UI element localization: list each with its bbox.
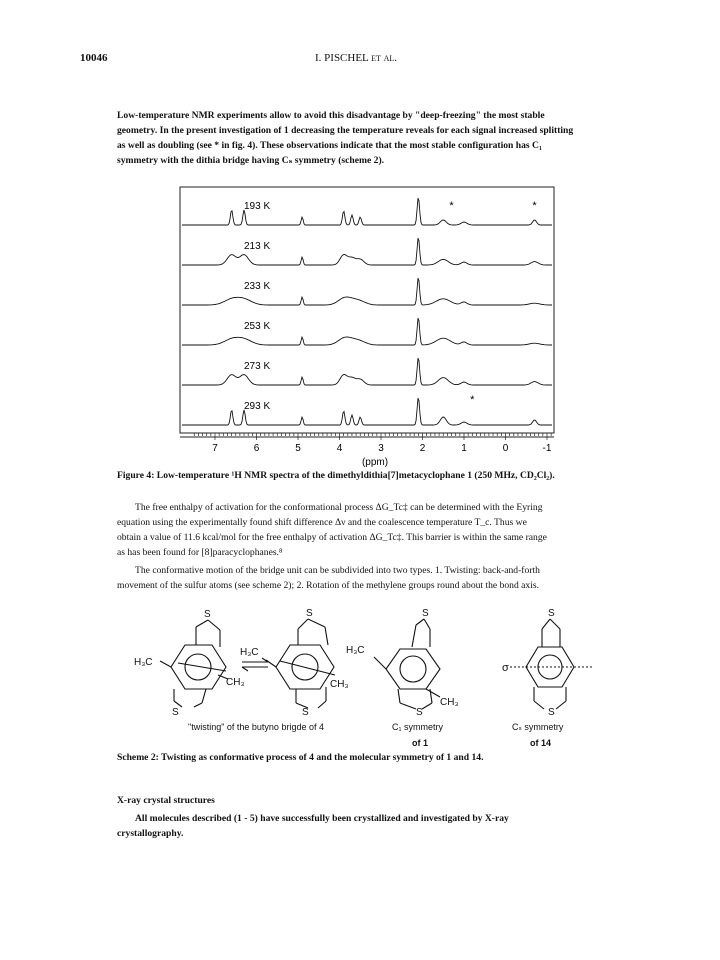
intro-line: Low-temperature NMR experiments allow to avoid this disadvantage by "deep-freezing" the most stable [117, 110, 545, 121]
x-tick-label: 5 [295, 443, 301, 454]
temperature-labels [244, 201, 270, 412]
sigma-plane-label: σ [502, 662, 509, 674]
xray-paragraph [117, 811, 607, 841]
sublabel-c1-line2: of 1 [412, 738, 429, 748]
signal-star: * [449, 200, 454, 212]
label-h3c: H₃C [134, 657, 153, 668]
temperature-label: 193 K [244, 201, 271, 212]
label-ch3: CH₃ [226, 677, 245, 688]
structure-butyno-4-a [160, 620, 228, 707]
spectrum-trace [182, 318, 552, 345]
signal-markers [449, 200, 537, 406]
section-heading: X-ray crystal structures [117, 795, 215, 806]
signal-star: * [470, 394, 475, 406]
body-line: obtain a value of 11.6 kcal/mol for the free enthalpy of activation ΔG_Tc‡. This barrier is within the same range [117, 532, 547, 543]
spectrum-trace [182, 198, 552, 225]
body-line: equation using the experimentally found shift difference Δν and the coalescence temperature T_c. Thus we [117, 517, 527, 528]
x-tick-label: 1 [461, 443, 467, 454]
label-ch3: CH₃ [440, 697, 459, 708]
temperature-label: 213 K [244, 241, 271, 252]
page-number: 10046 [80, 52, 108, 64]
x-tick-label: 6 [253, 443, 260, 454]
sublabel-c1-line1: C₁ symmetry [392, 722, 444, 732]
x-tick-label: 0 [502, 443, 509, 454]
structure-butyno-4-b [266, 619, 335, 708]
intro-line: symmetry with the dithia bridge having Cₛ symmetry (scheme 2). [117, 155, 385, 166]
sublabel-cs-line1: Cₛ symmetry [512, 722, 564, 732]
atom-s: S [302, 707, 309, 715]
x-tick-label: -1 [542, 443, 552, 454]
label-h3c: H₃C [346, 645, 365, 656]
x-tick-label: 4 [336, 443, 343, 454]
body-line: movement of the sulfur atoms (see scheme 2); 2. Rotation of the methylene groups round about the bond axis. [117, 580, 540, 591]
body-paragraph-2 [117, 563, 607, 593]
running-title: I. PISCHEL et al. [315, 52, 398, 64]
x-axis-ticks [194, 433, 552, 454]
body-line: The conformative motion of the bridge unit can be subdivided into two types. 1. Twisting: back-and-forth [135, 565, 540, 576]
body-line: The free enthalpy of activation for the conformational process ΔG_Tc‡ can be determined with the Eyring [135, 502, 543, 513]
signal-star: * [532, 200, 537, 212]
body-paragraph-1 [117, 500, 607, 560]
intro-line: geometry. In the present investigation of 1 decreasing the temperature reveals for each signal increased splitting [117, 125, 574, 136]
atom-s: S [306, 608, 313, 619]
xray-line: crystallography. [117, 828, 184, 839]
spectrum-trace [182, 398, 552, 425]
x-tick-label: 7 [212, 443, 218, 454]
x-axis-label: (ppm) [361, 457, 389, 468]
label-h3c: H₃C [240, 647, 259, 658]
scheme2-caption: Scheme 2: Twisting as conformative process of 4 and the molecular symmetry of 1 and 14. [117, 752, 484, 763]
spectrum-trace [182, 358, 552, 385]
temperature-label: 293 K [244, 401, 271, 412]
intro-paragraph [117, 108, 607, 168]
x-tick-label: 2 [419, 443, 426, 454]
atom-s: S [204, 609, 211, 620]
spectrum-trace [182, 278, 552, 305]
atom-s: S [548, 707, 555, 715]
temperature-label: 233 K [244, 281, 271, 292]
sublabel-cs-line2: of 14 [530, 738, 552, 748]
scheme2-structures [130, 605, 600, 715]
sublabel-twisting: "twisting" of the butyno brigde of 4 [188, 722, 324, 732]
xray-line: All molecules described (1 - 5) have successfully been crystallized and investigated by X-ray [135, 813, 509, 824]
figure-frame [180, 187, 554, 433]
label-ch3: CH₃ [330, 679, 349, 690]
spectra-traces [182, 198, 552, 425]
x-tick-label: 3 [378, 443, 384, 454]
atom-s: S [422, 608, 429, 619]
structure-c1-symmetry [374, 619, 440, 709]
figure4-caption: Figure 4: Low-temperature ¹H NMR spectra of the dimethyldithia[7]metacyclophane 1 (250 MHz, CD₂Cl₂). [117, 470, 555, 481]
nmr-spectra-figure [170, 185, 560, 470]
equilibrium-arrow [242, 658, 268, 671]
body-line: as has been found for [8]paracyclophanes.⁸ [117, 547, 283, 558]
scheme2-atom-labels [134, 608, 555, 715]
atom-s: S [548, 608, 555, 619]
intro-line: as well as doubling (see * in fig. 4). These observations indicate that the most stable configuration has C₁ [117, 140, 542, 151]
spectrum-trace [182, 238, 552, 265]
atom-s: S [172, 707, 179, 715]
structure-cs-symmetry [510, 619, 592, 709]
temperature-label: 273 K [244, 361, 271, 372]
temperature-label: 253 K [244, 321, 271, 332]
atom-s: S [416, 707, 423, 715]
